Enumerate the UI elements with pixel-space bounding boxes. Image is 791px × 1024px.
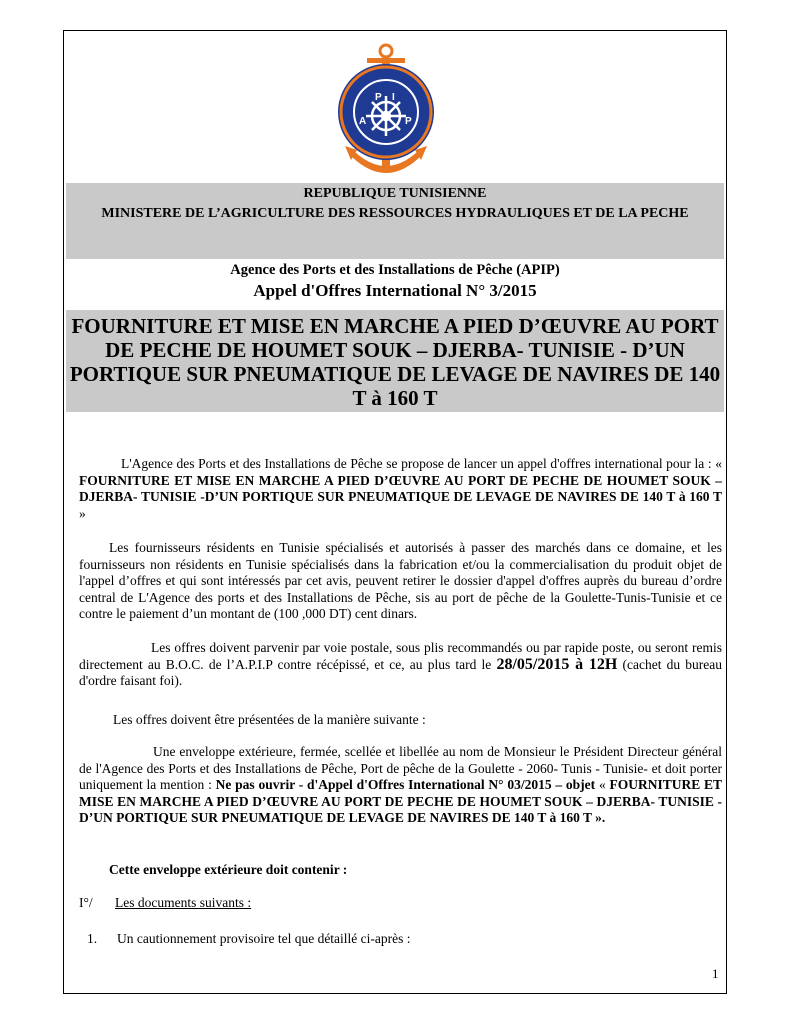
tender-reference: Appel d'Offres International N° 3/2015 xyxy=(253,281,537,300)
deadline-date: 28/05/2015 à 12H xyxy=(496,655,618,673)
agency-name: Agence des Ports et des Installations de Pêche (APIP) xyxy=(230,262,560,278)
logo-letter: I xyxy=(392,92,395,103)
section-heading: Les documents suivants : xyxy=(115,895,252,910)
paragraph-deadline xyxy=(79,640,722,690)
list-item xyxy=(79,931,722,948)
envelope-quote: « xyxy=(598,777,606,792)
deadline-text: Les offres doivent parvenir par voie postale, sous plis recommandés ou par rapide poste, ou seront remis directement au B.O.C. de l’A.P.I.P contre récépissé, et ce, au plus tard le xyxy=(79,640,722,672)
intro-end: » xyxy=(79,505,86,521)
list-item-text: Un cautionnement provisoire tel que détaillé ci-après : xyxy=(117,931,411,946)
contents-heading: Cette enveloppe extérieure doit contenir : xyxy=(109,862,348,877)
list-item-number: 1. xyxy=(87,931,98,946)
logo-letter: P xyxy=(405,116,412,127)
paragraph-presentation xyxy=(79,712,722,729)
ministry-name: MINISTERE DE L’AGRICULTURE DES RESSOURCES HYDRAULIQUES ET DE LA PECHE xyxy=(101,206,689,221)
deadline-note: (cachet du bureau d'ordre faisant foi). xyxy=(79,656,723,688)
logo-letter: A xyxy=(359,116,367,127)
government-header xyxy=(66,183,724,259)
page-number: 1 xyxy=(712,966,719,981)
envelope-subject: FOURNITURE ET MISE EN MARCHE A PIED D’ŒUVRE AU PORT DE PECHE DE HOUMET SOUK – DJERBA- TUNISIE -D’UN PORTIQUE SUR PNEUMATIQUE DE LEVAGE DE NAVIRES DE 140 T à 160 T ». xyxy=(79,777,723,825)
paragraph-contents xyxy=(79,862,722,879)
suppliers-text: Les fournisseurs résidents en Tunisie spécialisés et autorisés à passer des marchés dans ce domaine, et les fournisseurs non résidents en Tunisie spécialisés dans la fabrication et/ou la commercialisation du produit objet de l'appel d’offres et qui sont intéressés par cet avis, peuvent retirer le dossier d'appel d'offres auprès du bureau d’ordre central de L'Agence des ports et des Installations de Pêche, sis au port de pêche de la Goulette-Tunis-Tunisie et ce contre le paiement d’un montant de (100 ,000 DT) cent dinars. xyxy=(79,540,722,621)
section-documents xyxy=(79,895,722,912)
apip-logo xyxy=(331,42,441,182)
logo-letter: P xyxy=(375,92,382,103)
ship-wheel-icon xyxy=(366,96,406,136)
paragraph-suppliers xyxy=(79,540,722,623)
intro-subject: FOURNITURE ET MISE EN MARCHE A PIED D’ŒUVRE AU PORT DE PECHE DE HOUMET SOUK – DJERBA- TUNISIE -D’UN PORTIQUE SUR PNEUMATIQUE DE LEVAGE DE NAVIRES DE 140 T à 160 T xyxy=(79,472,722,504)
presentation-text: Les offres doivent être présentées de la manière suivante : xyxy=(113,712,426,727)
paragraph-envelope xyxy=(79,744,722,827)
intro-text: L'Agence des Ports et des Installations de Pêche se propose de lancer un appel d'offres international pour la : « xyxy=(121,456,722,471)
country-name: REPUBLIQUE TUNISIENNE xyxy=(303,186,487,201)
section-number: I°/ xyxy=(79,895,93,910)
tender-title: FOURNITURE ET MISE EN MARCHE A PIED D’ŒUVRE AU PORT DE PECHE DE HOUMET SOUK – DJERBA- TUNISIE - D’UN PORTIQUE SUR PNEUMATIQUE DE LEVAGE DE NAVIRES DE 140 T à 160 T xyxy=(66,310,724,412)
envelope-mention: Ne pas ouvrir - d'Appel d'Offres International N° 03/2015 – objet xyxy=(215,777,596,792)
paragraph-intro xyxy=(79,456,722,522)
envelope-text: Une enveloppe extérieure, fermée, scellée et libellée au nom de Monsieur le Président Directeur général de l'Agence des Ports et des Installations de Pêche, Port de pêche de la Goulette - 2060- Tunis - Tunisie- et doit porter uniquement la mention : xyxy=(79,744,722,792)
